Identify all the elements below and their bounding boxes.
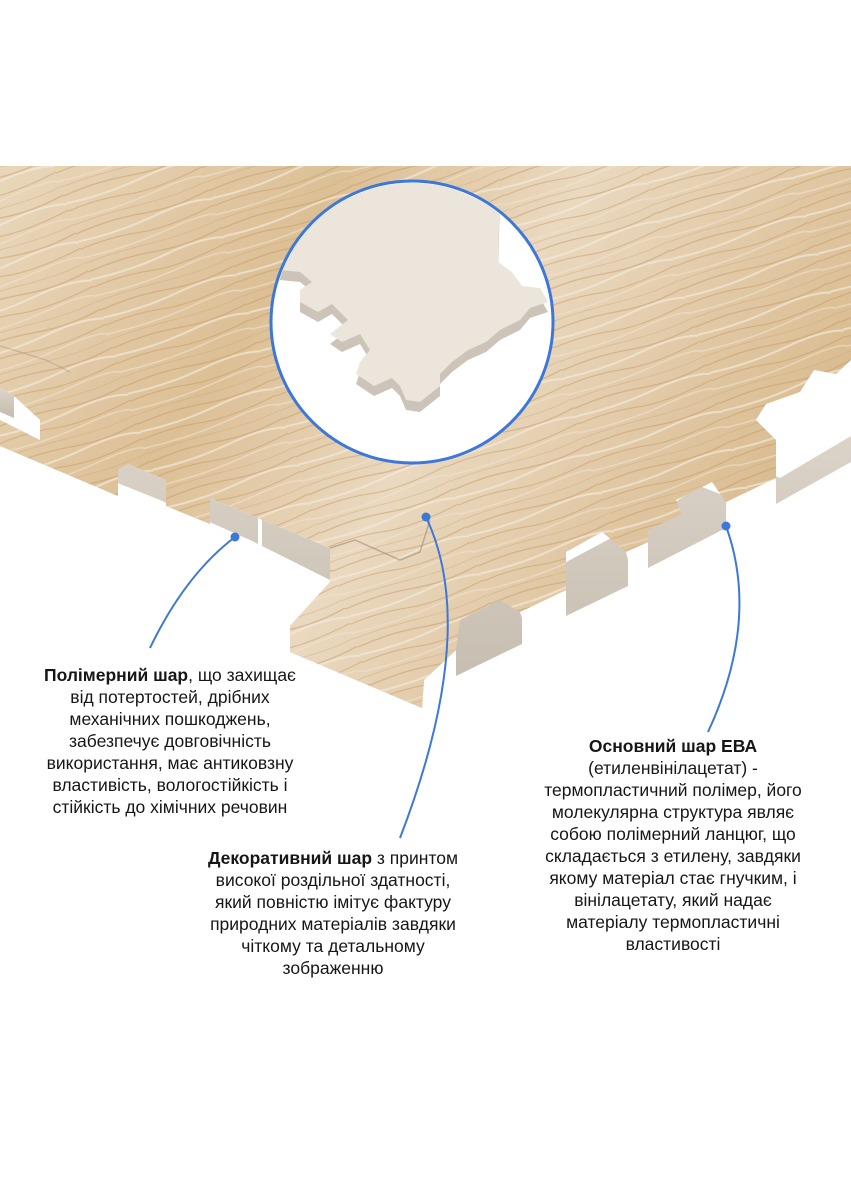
callout-eva-line: термопластичний полімер, його (544, 780, 802, 800)
callout-polymer-layer (14, 664, 326, 818)
marker-decorative (422, 513, 431, 522)
callout-decorative-line: природних матеріалів завдяки (210, 914, 456, 934)
callout-eva-line: собою полімерний ланцюг, що (550, 824, 796, 844)
callout-eva-layer (508, 735, 838, 955)
callout-polymer-line: від потертостей, дрібних (70, 687, 270, 707)
zoom-inset (271, 180, 553, 463)
callout-decorative-line: високої роздільної здатності, (215, 870, 451, 890)
leader-polymer (150, 537, 235, 648)
callout-eva-line: (етиленвінілацетат) - (588, 758, 758, 778)
callout-polymer-line: стійкість до хімічних речовин (52, 797, 288, 817)
callout-polymer-line: властивість, вологостійкість і (52, 775, 288, 795)
marker-polymer (231, 533, 240, 542)
callout-eva-line: складається з етилену, завдяки (545, 846, 801, 866)
callout-eva-line: якому матеріал стає гнучким, і (549, 868, 797, 888)
callout-polymer-line-1: Полімерний шар, що захищає (43, 665, 296, 685)
callout-decorative-line: чіткому та детальному (241, 936, 425, 956)
callout-decorative-layer (178, 847, 488, 979)
marker-eva (722, 522, 731, 531)
callout-polymer-line: використання, має антиковзну (46, 753, 294, 773)
callout-decorative-line-1: Декоративний шар з принтом (207, 848, 459, 868)
leader-eva (708, 526, 739, 732)
callout-decorative-title: Декоративний шар (207, 848, 373, 868)
callout-decorative-line: який повністю імітує фактуру (215, 892, 451, 912)
callout-eva-line: властивості (625, 934, 721, 954)
callout-eva-line: матеріалу термопластичні (566, 912, 780, 932)
callout-decorative-line: зображенню (282, 958, 384, 978)
callout-polymer-title: Полімерний шар (43, 665, 189, 685)
callout-polymer-line: забезпечує довговічність (69, 731, 271, 751)
callout-eva-line: молекулярна структура являє (551, 802, 795, 822)
callout-eva-title: Основний шар ЕВА (588, 736, 758, 756)
callout-eva-line: вінілацетату, який надає (574, 890, 772, 910)
callout-polymer-line: механічних пошкоджень, (69, 709, 271, 729)
